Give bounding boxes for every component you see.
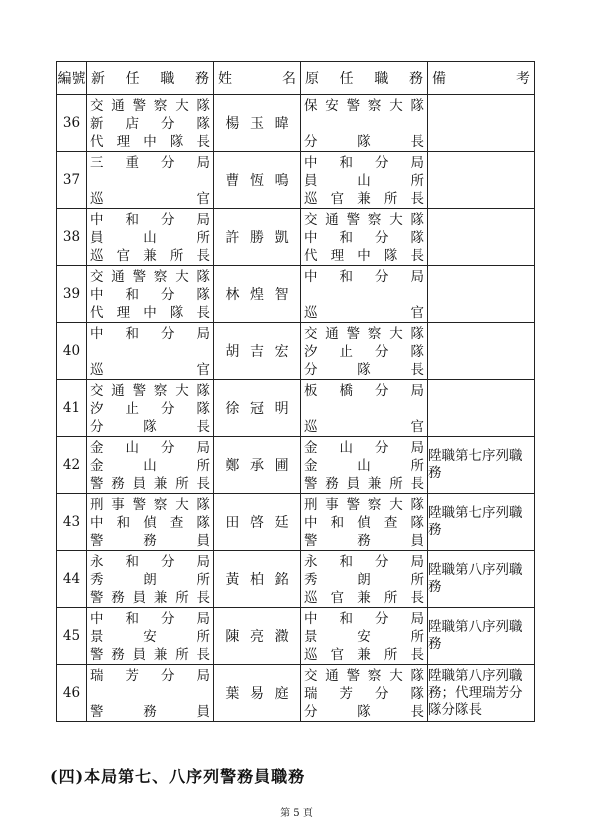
remark: 陞職第八序列職務 (428, 608, 535, 665)
person-name-text: 鄭 承 圃 (225, 458, 289, 474)
new-post-line (87, 343, 213, 361)
header-orig-post (301, 62, 428, 95)
original-post (301, 323, 428, 380)
original-post-line: 交 通 警 察 大 隊 (304, 326, 424, 342)
original-post-line: 中 和 偵 查 隊 (304, 515, 424, 531)
new-post-line: 三 重 分 局 (90, 155, 210, 171)
person-name-text: 楊 玉 暐 (225, 116, 289, 132)
original-post (301, 608, 428, 665)
table-row (57, 323, 535, 380)
new-post-line: 金 山 分 局 (90, 440, 210, 456)
new-post-line: 新 店 分 隊 (90, 116, 210, 132)
table-row (57, 209, 535, 266)
new-post-line: 代 理 中 隊 長 (90, 134, 210, 150)
new-post-line: 永 和 分 局 (90, 554, 210, 570)
original-post-line: 保 安 警 察 大 隊 (304, 98, 424, 114)
new-post-line: 警 務 員 兼 所 長 (90, 590, 210, 606)
person-name (214, 665, 301, 722)
header-new-post-label: 新 任 職 務 (91, 71, 209, 87)
new-post-line: 巡 官 兼 所 長 (90, 248, 210, 264)
original-post (301, 665, 428, 722)
table-row (57, 152, 535, 209)
original-post-line: 巡 官 兼 所 長 (304, 590, 424, 606)
original-post-line: 秀 朗 所 (304, 572, 424, 588)
original-post-line: 警 務 員 兼 所 長 (304, 476, 424, 492)
table-header-row (57, 62, 535, 95)
person-name (214, 437, 301, 494)
remark: 陞職第七序列職務 (428, 494, 535, 551)
new-post (87, 152, 214, 209)
new-post-line: 刑 事 警 察 大 隊 (90, 497, 210, 513)
original-post-line: 景 安 所 (304, 629, 424, 645)
header-name-label: 姓 名 (218, 71, 296, 87)
new-post-line: 秀 朗 所 (90, 572, 210, 588)
remark (428, 152, 535, 209)
person-name (214, 266, 301, 323)
remark (428, 95, 535, 152)
original-post-line: 中 和 分 局 (304, 269, 424, 285)
table-row (57, 95, 535, 152)
person-name-text: 陳 亮 瀓 (225, 629, 289, 645)
remark: 陞職第八序列職務 (428, 551, 535, 608)
new-post-line: 警 務 員 (90, 704, 210, 720)
new-post-line: 巡 官 (90, 362, 210, 378)
new-post (87, 665, 214, 722)
page-footer: 第 5 頁 (280, 808, 313, 819)
original-post (301, 494, 428, 551)
original-post (301, 437, 428, 494)
original-post-line: 瑞 芳 分 隊 (304, 686, 424, 702)
new-post (87, 551, 214, 608)
new-post-line: 中 和 分 局 (90, 326, 210, 342)
new-post-line (87, 685, 213, 703)
new-post-line: 警 務 員 兼 所 長 (90, 647, 210, 663)
new-post-line: 中 和 分 隊 (90, 287, 210, 303)
original-post-line: 金 山 所 (304, 458, 424, 474)
remark: 陞職第八序列職務；代理瑞芳分隊分隊長 (428, 665, 535, 722)
remark (428, 323, 535, 380)
header-new-post (87, 62, 214, 95)
row-number: 45 (57, 608, 87, 665)
original-post-line: 汐 止 分 隊 (304, 344, 424, 360)
new-post (87, 323, 214, 380)
new-post-line: 中 和 分 局 (90, 611, 210, 627)
person-name-text: 徐 冠 明 (225, 401, 289, 417)
new-post (87, 266, 214, 323)
new-post (87, 95, 214, 152)
original-post (301, 551, 428, 608)
table-row (57, 551, 535, 608)
row-number: 46 (57, 665, 87, 722)
header-orig-post-label: 原 任 職 務 (305, 71, 423, 87)
header-name (214, 62, 301, 95)
header-remark (428, 62, 535, 95)
row-number: 42 (57, 437, 87, 494)
person-name (214, 551, 301, 608)
new-post-line: 巡 官 (90, 191, 210, 207)
new-post-line: 員 山 所 (90, 230, 210, 246)
row-number: 39 (57, 266, 87, 323)
header-remark-label: 備 考 (432, 71, 530, 87)
original-post-line: 板 橋 分 局 (304, 383, 424, 399)
new-post-line: 瑞 芳 分 局 (90, 668, 210, 684)
table-row (57, 665, 535, 722)
original-post-line: 中 和 分 隊 (304, 230, 424, 246)
original-post-line (301, 400, 427, 418)
original-post (301, 209, 428, 266)
new-post-line: 交 通 警 察 大 隊 (90, 269, 210, 285)
remark: 陞職第七序列職務 (428, 437, 535, 494)
table-row (57, 608, 535, 665)
person-name-text: 田 啓 廷 (225, 515, 289, 531)
table-row (57, 494, 535, 551)
new-post-line: 交 通 警 察 大 隊 (90, 98, 210, 114)
person-name (214, 608, 301, 665)
original-post-line: 巡 官 兼 所 長 (304, 647, 424, 663)
new-post-line: 金 山 所 (90, 458, 210, 474)
row-number: 40 (57, 323, 87, 380)
person-name-text: 葉 易 庭 (225, 686, 289, 702)
original-post-line: 巡 官 (304, 419, 424, 435)
original-post-line: 分 隊 長 (304, 704, 424, 720)
original-post-line (301, 115, 427, 133)
new-post-line (87, 172, 213, 190)
new-post-line: 景 安 所 (90, 629, 210, 645)
person-name (214, 380, 301, 437)
person-name (214, 95, 301, 152)
original-post-line: 交 通 警 察 大 隊 (304, 212, 424, 228)
personnel-table (56, 61, 535, 722)
new-post-line: 中 和 偵 查 隊 (90, 515, 210, 531)
new-post (87, 494, 214, 551)
person-name (214, 209, 301, 266)
original-post-line: 中 和 分 局 (304, 155, 424, 171)
table-row (57, 380, 535, 437)
new-post-line: 代 理 中 隊 長 (90, 305, 210, 321)
original-post-line: 巡 官 兼 所 長 (304, 191, 424, 207)
row-number: 44 (57, 551, 87, 608)
row-number: 37 (57, 152, 87, 209)
new-post (87, 437, 214, 494)
original-post (301, 95, 428, 152)
person-name-text: 許 勝 凱 (225, 230, 289, 246)
new-post-line: 交 通 警 察 大 隊 (90, 383, 210, 399)
person-name-text: 曹 恆 鳴 (225, 173, 289, 189)
person-name-text: 胡 吉 宏 (225, 344, 289, 360)
person-name (214, 323, 301, 380)
original-post (301, 380, 428, 437)
original-post-line: 警 務 員 (304, 533, 424, 549)
row-number: 41 (57, 380, 87, 437)
remark (428, 209, 535, 266)
original-post-line: 金 山 分 局 (304, 440, 424, 456)
row-number: 43 (57, 494, 87, 551)
header-no: 編號 (57, 62, 87, 95)
section-heading: (四)本局第七、八序列警務員職務 (50, 767, 306, 786)
original-post-line: 分 隊 長 (304, 362, 424, 378)
original-post (301, 266, 428, 323)
remark (428, 380, 535, 437)
new-post (87, 380, 214, 437)
table-row (57, 266, 535, 323)
new-post-line: 汐 止 分 隊 (90, 401, 210, 417)
person-name (214, 494, 301, 551)
original-post-line: 員 山 所 (304, 173, 424, 189)
original-post (301, 152, 428, 209)
person-name-text: 林 煌 智 (225, 287, 289, 303)
row-number: 38 (57, 209, 87, 266)
new-post-line: 分 隊 長 (90, 419, 210, 435)
original-post-line: 交 通 警 察 大 隊 (304, 668, 424, 684)
original-post-line (301, 286, 427, 304)
original-post-line: 永 和 分 局 (304, 554, 424, 570)
original-post-line: 巡 官 (304, 305, 424, 321)
original-post-line: 分 隊 長 (304, 134, 424, 150)
remark (428, 266, 535, 323)
new-post (87, 209, 214, 266)
new-post (87, 608, 214, 665)
person-name-text: 黃 柏 銘 (225, 572, 289, 588)
row-number: 36 (57, 95, 87, 152)
table-row (57, 437, 535, 494)
original-post-line: 刑 事 警 察 大 隊 (304, 497, 424, 513)
new-post-line: 中 和 分 局 (90, 212, 210, 228)
original-post-line: 中 和 分 局 (304, 611, 424, 627)
person-name (214, 152, 301, 209)
new-post-line: 警 務 員 (90, 533, 210, 549)
new-post-line: 警 務 員 兼 所 長 (90, 476, 210, 492)
original-post-line: 代 理 中 隊 長 (304, 248, 424, 264)
